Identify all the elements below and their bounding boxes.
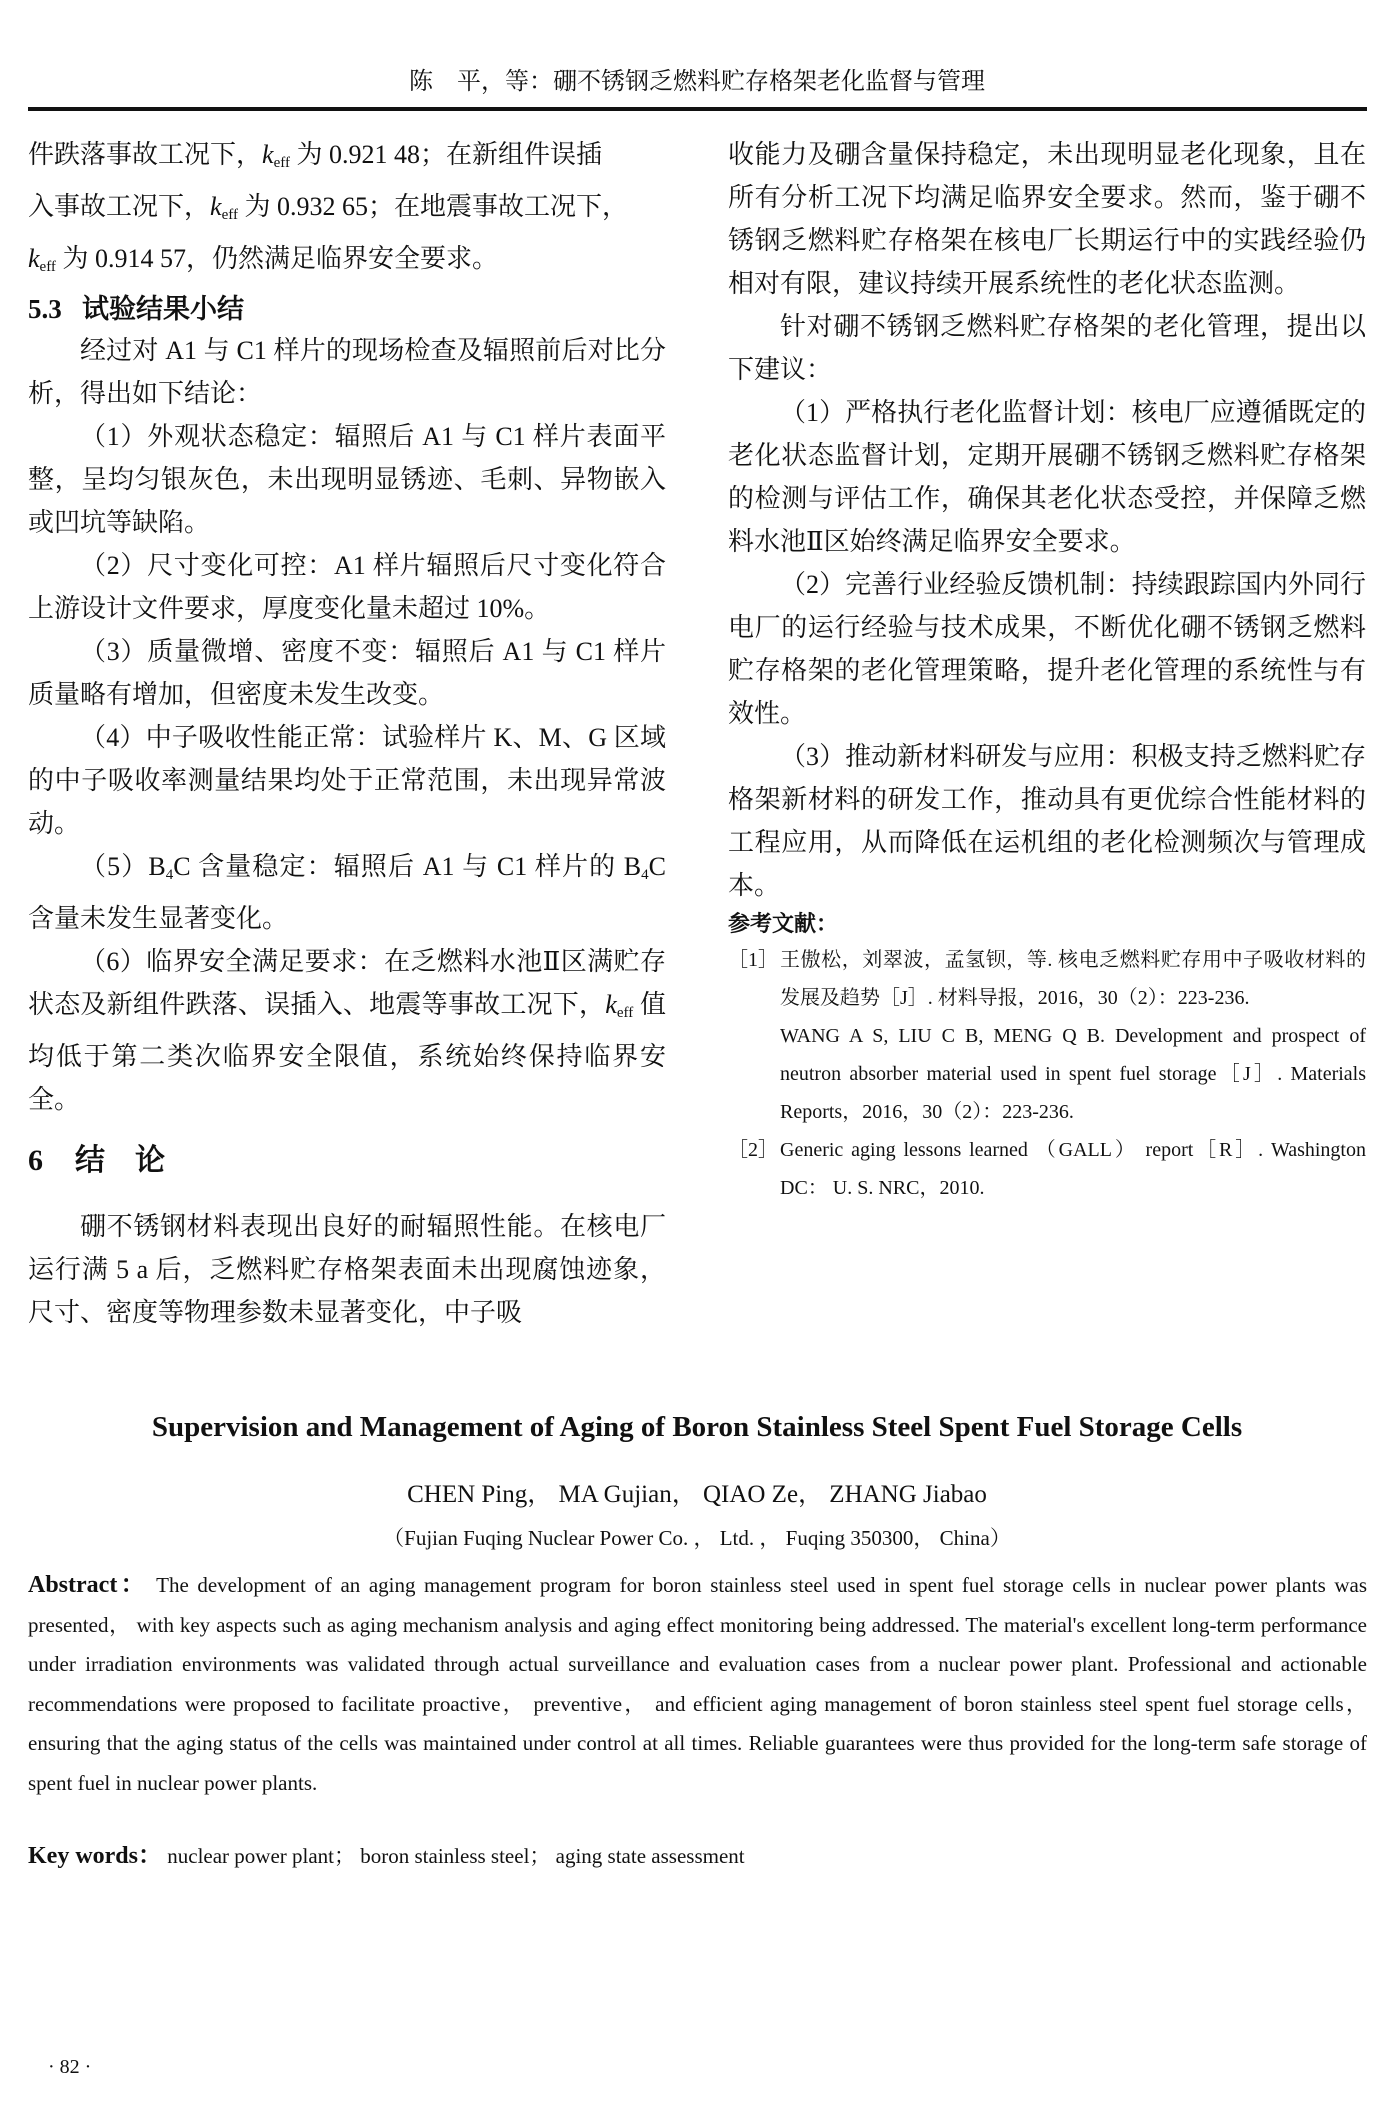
- text-run: 为 0.914 57，仍然满足临界安全要求。: [55, 244, 498, 273]
- keywords-text: nuclear power plant； boron stainless steel； aging state assessment: [167, 1844, 745, 1868]
- k-symbol: k: [210, 192, 222, 221]
- abstract-label: Abstract：: [28, 1572, 148, 1598]
- text-run: 为 0.921 48；在新组件误插: [289, 140, 602, 169]
- recommendation-item: （2）完善行业经验反馈机制：持续跟踪国内外同行电厂的运行经验与技术成果，不断优化硼不锈钢乏燃料贮存格架的老化管理策略，提升老化管理的系统性与有效性。: [728, 570, 1366, 728]
- text-run: 值均低于第二类次临界安全限值，系统始终保持临界安全。: [28, 990, 666, 1114]
- paragraph: 经过对 A1 与 C1 样片的现场检查及辐照前后对比分析，得出如下结论：: [28, 336, 666, 408]
- subscript: eff: [221, 207, 238, 223]
- recommendation-item: （3）推动新材料研发与应用：积极支持乏燃料贮存格架新材料的研发工作，推动具有更优综合性能材料的工程应用，从而降低在运机组的老化检测频次与管理成本。: [728, 742, 1366, 900]
- references-heading: 参考文献：: [728, 911, 839, 936]
- k-symbol: k: [605, 990, 617, 1019]
- paragraph: 收能力及硼含量保持稳定，未出现明显老化现象，且在所有分析工况下均满足临界安全要求。然而，鉴于硼不锈钢乏燃料贮存格架在核电厂长期运行中的实践经验仍相对有限，建议持续开展系统性的老化状态监测。: [728, 140, 1366, 298]
- k-symbol: k: [262, 140, 274, 169]
- subscript: 4: [165, 867, 174, 883]
- section-title: 结 论: [75, 1144, 165, 1177]
- section-number: 5.3: [28, 294, 62, 324]
- paragraph: 针对硼不锈钢乏燃料贮存格架的老化管理，提出以下建议：: [728, 312, 1366, 384]
- reference-item: [728, 941, 1366, 1131]
- paragraph: 硼不锈钢材料表现出良好的耐辐照性能。在核电厂运行满 5 a 后，乏燃料贮存格架表面未出现腐蚀迹象，尺寸、密度等物理参数未显著变化，中子吸: [28, 1212, 666, 1327]
- reference-text: Generic aging lessons learned （GALL） report［R］. Washington DC： U. S. NRC，2010.: [780, 1139, 1366, 1199]
- abstract-text: The development of an aging management program for boron stainless steel used in spent fuel storage cells in nuclear power plants was presented， with key aspects such as aging mechanism analysis and aging effect monitoring being addressed. The material's excellent long-term performance under irradiation environments was validated through actual surveillance and evaluation cases from a nuclear power plant. Professional and actionable recommendations were proposed to facilitate proactive， preventive， and efficient aging management of boron stainless steel spent fuel storage cells， ensuring that the aging status of the cells was maintained under control at all times. Reliable guarantees were thus provided for the long-term safe storage of spent fuel in nuclear power plants.: [28, 1573, 1367, 1795]
- subscript: eff: [39, 259, 56, 275]
- running-head: 陈 平，等：硼不锈钢乏燃料贮存格架老化监督与管理: [409, 69, 985, 95]
- subscript: eff: [616, 1005, 634, 1021]
- reference-text-en: WANG A S, LIU C B, MENG Q B. Development and prospect of neutron absorber material used in spent fuel storage［J］. Materials Reports，2016，30（2）：223-236.: [780, 1025, 1366, 1123]
- text-run: C 含量稳定：辐照后 A1 与 C1 样片的 B: [173, 852, 642, 881]
- english-authors: CHEN Ping， MA Gujian， QIAO Ze， ZHANG Jiabao: [407, 1481, 987, 1508]
- subscript: 4: [641, 867, 649, 883]
- reference-text: 王傲松，刘翠波，孟氢钡，等. 核电乏燃料贮存用中子吸收材料的发展及趋势［J］. 材料导报，2016，30（2）：223-236.: [780, 949, 1366, 1009]
- page-number: · 82 ·: [48, 2056, 92, 2078]
- section-number: 6: [28, 1144, 43, 1177]
- recommendation-item: （1）严格执行老化监督计划：核电厂应遵循既定的老化状态监督计划，定期开展硼不锈钢乏燃料贮存格架的检测与评估工作，确保其老化状态受控，并保障乏燃料水池Ⅱ区始终满足临界安全要求。: [728, 398, 1366, 556]
- keywords-label: Key words：: [28, 1843, 162, 1869]
- header-rule: [28, 107, 1367, 111]
- section-heading-5-3: [28, 289, 666, 329]
- left-column: [28, 133, 666, 1334]
- english-affiliation: （Fujian Fuqing Nuclear Power Co. ， Ltd. ， Fuqing 350300， China）: [383, 1526, 1011, 1550]
- k-symbol: k: [28, 244, 40, 273]
- text-run: （6）临界安全满足要求：在乏燃料水池Ⅱ区满贮存状态及新组件跌落、误插入、地震等事故工况下，: [28, 947, 666, 1019]
- text-run: 件跌落事故工况下，: [28, 140, 263, 169]
- abstract: [28, 1566, 1367, 1803]
- reference-number: ［2］: [728, 1139, 778, 1161]
- section-title: 试验结果小结: [82, 294, 244, 324]
- reference-number: ［1］: [728, 949, 778, 971]
- intro-line: [28, 133, 666, 185]
- text-run: C 含量未发生显著变化。: [28, 852, 666, 933]
- intro-line: [28, 185, 666, 237]
- conclusion-item: [28, 845, 666, 940]
- conclusion-item: （4）中子吸收性能正常：试验样片 K、M、G 区域的中子吸收率测量结果均处于正常范围，未出现异常波动。: [28, 723, 666, 838]
- reference-item: [728, 1131, 1366, 1207]
- keywords: [28, 1838, 1367, 1874]
- subscript: eff: [273, 155, 290, 171]
- conclusion-item: （2）尺寸变化可控：A1 样片辐照后尺寸变化符合上游设计文件要求，厚度变化量未超过 10%。: [28, 551, 666, 623]
- conclusion-item: （3）质量微增、密度不变：辐照后 A1 与 C1 样片质量略有增加，但密度未发生改变。: [28, 637, 666, 709]
- text-run: （5）B: [80, 852, 166, 881]
- right-column: [728, 133, 1366, 1207]
- intro-line: [28, 237, 666, 289]
- conclusion-item: [28, 940, 666, 1121]
- text-run: 入事故工况下，: [28, 192, 211, 221]
- section-heading-6: [28, 1139, 666, 1183]
- conclusion-item: （1）外观状态稳定：辐照后 A1 与 C1 样片表面平整，呈均匀银灰色，未出现明显锈迹、毛刺、异物嵌入或凹坑等缺陷。: [28, 422, 666, 537]
- text-run: 为 0.932 65；在地震事故工况下，: [237, 192, 628, 221]
- english-title: Supervision and Management of Aging of Boron Stainless Steel Spent Fuel Storage Cells: [151, 1411, 1243, 1443]
